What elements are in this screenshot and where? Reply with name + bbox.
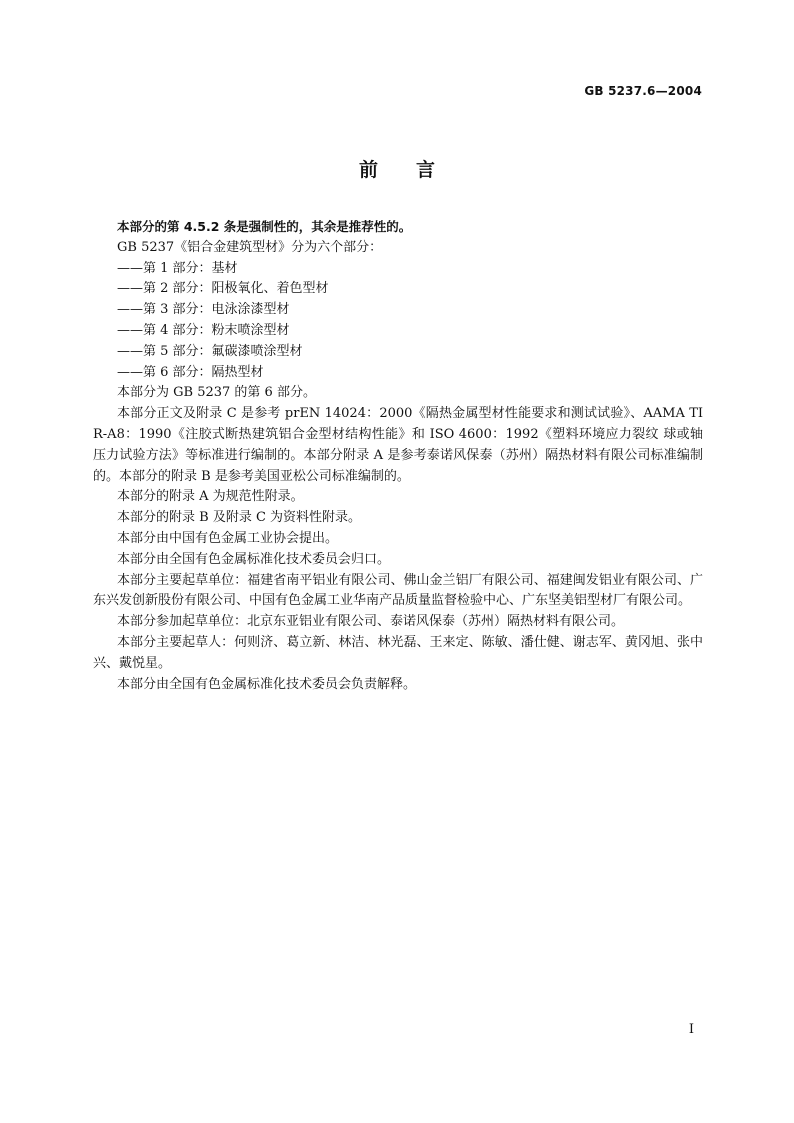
part-list-item-1: ——第 1 部分：基材 <box>117 260 238 276</box>
interpretation-statement: 本部分由全国有色金属标准化技术委员会负责解释。 <box>117 676 417 692</box>
page-title: 前言 <box>358 159 473 181</box>
foreword-content <box>93 217 703 695</box>
part-list-item-3: ——第 3 部分：电泳涂漆型材 <box>117 302 290 318</box>
part-list-item-5: ——第 5 部分：氟碳漆喷涂型材 <box>117 343 303 359</box>
part-list-item-2: ——第 2 部分：阳极氧化、着色型材 <box>117 281 329 297</box>
parts-intro: GB 5237《铝合金建筑型材》分为六个部分： <box>117 239 383 255</box>
centralized-by-statement: 本部分由全国有色金属标准化技术委员会归口。 <box>117 551 391 567</box>
part-list-item-6: ——第 6 部分：隔热型材 <box>117 364 264 380</box>
annex-a-normative: 本部分的附录 A 为规范性附录。 <box>117 489 304 505</box>
annex-b-c-informative: 本部分的附录 B 及附录 C 为资料性附录。 <box>117 510 362 526</box>
part-list-item-4: ——第 4 部分：粉末喷涂型材 <box>117 322 290 338</box>
main-drafting-units: 本部分主要起草单位：福建省南平铝业有限公司、佛山金兰铝厂有限公司、福建闽发铝业有限公司、广东兴发创新股份有限公司、中国有色金属工业华南产品质量监督检验中心、广东坚美铝型材厂有限公司。 <box>93 572 703 609</box>
reference-standards-paragraph: 本部分正文及附录 C 是参考 prEN 14024：2000《隔热金属型材性能要求和测试试验》、AAMA TIR-A8：1990《注胶式断热建筑铝合金型材结构性能》和 ISO 4600：1992《塑料环境应力裂纹 球或轴压力试验方法》等标准进行编制的。本部分附录 A 是参考泰诺风保泰（苏州）隔热材料有限公司标准编制的。本部分的附录 B 是参考美国亚松公司标准编制的。 <box>93 406 703 484</box>
proposer-statement: 本部分由中国有色金属工业协会提出。 <box>117 530 339 546</box>
main-drafters: 本部分主要起草人：何则济、葛立新、林洁、林光磊、王来定、陈敏、潘仕健、谢志军、黄冈旭、张中兴、戴悦星。 <box>93 634 703 671</box>
standard-number: GB 5237.6—2004 <box>584 84 702 98</box>
participating-drafting-units: 本部分参加起草单位：北京东亚铝业有限公司、泰诺风保泰（苏州）隔热材料有限公司。 <box>117 614 625 630</box>
part-statement: 本部分为 GB 5237 的第 6 部分。 <box>117 385 316 401</box>
mandatory-clause-statement: 本部分的第 4.5.2 条是强制性的，其余是推荐性的。 <box>117 219 412 234</box>
page-number: I <box>688 1022 694 1037</box>
